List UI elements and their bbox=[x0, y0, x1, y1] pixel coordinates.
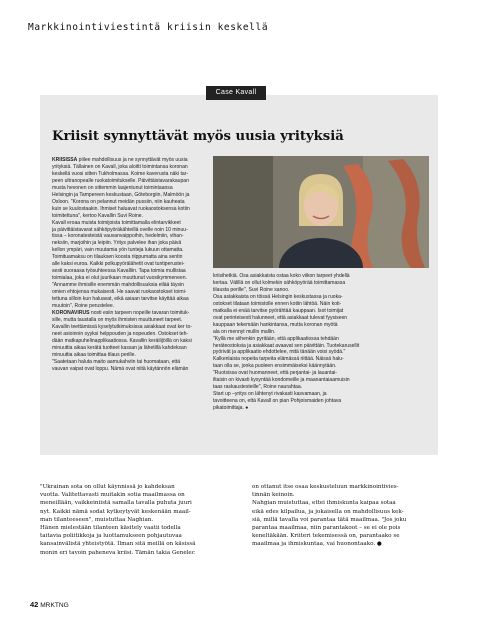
text-line bbox=[213, 294, 428, 301]
line-text: alle kaksi euroa. Kaikki polkupyörälähetit ovat tuntiperustei- bbox=[52, 261, 185, 268]
line-text: "Saatetaan haluta maito aamukahviin tai huomataan, että bbox=[52, 358, 181, 365]
body-column-right bbox=[252, 483, 447, 549]
text-line bbox=[52, 289, 207, 296]
line-text: Helsingin ja Tampereen keskustaan, Göteborgiin, Malmöön ja bbox=[52, 191, 190, 198]
text-line bbox=[213, 391, 428, 398]
text-line bbox=[52, 254, 207, 261]
line-text: kriisihetkiä. Osa asiakkaista ostaa koko viikon tarpeet yhdellä bbox=[213, 273, 350, 279]
line-text: Start up –yritys on lähtenyt rivakasti kasvamaan, ja bbox=[213, 391, 327, 398]
body-line: keneltäkään. Kriiteri tekemisessä on, parantaako se bbox=[252, 533, 400, 540]
text-line bbox=[52, 352, 207, 359]
text-line bbox=[52, 366, 207, 373]
text-line bbox=[52, 261, 207, 268]
text-line bbox=[213, 343, 428, 350]
text-line bbox=[52, 296, 207, 303]
line-text: peen ultranopealle ruokatoimitukselle. Päivittäistavarakaupan bbox=[52, 177, 189, 184]
text-line bbox=[52, 338, 207, 345]
case-title: Kriisit synnyttävät myös uusia yrityksiä bbox=[52, 129, 344, 144]
case-tag: Case Kavall bbox=[206, 86, 266, 100]
lead-word: KRIISISSÄ bbox=[52, 157, 78, 163]
line-text: Kalkenlaisia nopeita tarpeita elämässä riittää. Näissä halu- bbox=[213, 356, 344, 363]
portrait-photo bbox=[213, 156, 429, 268]
line-text: "Kyllä me siihenkin pyritään, että applikaatiossa tehdään bbox=[213, 335, 339, 342]
line-text: dään matkapuhelinapplikaatiossa. Kavallin keräilijöillä on kaksi bbox=[52, 337, 192, 344]
text-line bbox=[52, 310, 207, 317]
line-text: iltaisin on kivasti kysyntää kondomeille ja maanantaiaamuisin bbox=[213, 377, 350, 384]
line-text: nosti esiin tarpeen nopeille tavaran toimituk- bbox=[89, 309, 190, 316]
text-line bbox=[52, 227, 207, 234]
line-text: heräteostoksia ja asiakkaat avaavat sen päivittäin. Tuotekarusellit bbox=[213, 342, 360, 349]
text-line bbox=[52, 185, 207, 192]
text-line bbox=[213, 370, 428, 377]
text-line bbox=[52, 199, 207, 206]
text-line bbox=[52, 171, 207, 178]
line-text: tilausta perille", Suvi Roine sanoo. bbox=[213, 286, 290, 293]
line-text: piilee mahdollisuus ja ne synnyttävät myös uusia bbox=[77, 157, 188, 163]
text-line bbox=[52, 164, 207, 171]
text-line bbox=[213, 301, 428, 308]
text-line bbox=[52, 359, 207, 366]
line-text: ostokset tilataan toimistolle ennen kotiin lähtöä. Näin koti- bbox=[213, 300, 342, 307]
text-line bbox=[52, 282, 207, 289]
page-number: 42 bbox=[30, 600, 39, 609]
body-line: nyt. Kaikki nämä sodat kytkeytyvät keskenään maail- bbox=[40, 508, 191, 515]
magazine-name: MRKTNG bbox=[40, 602, 69, 609]
body-line: Nahgian muistuttaa, ettei ihmiskunta kaipaa sotaa bbox=[252, 500, 396, 507]
text-line bbox=[213, 398, 428, 405]
running-head: Markkinointiviestintä kriisin keskellä bbox=[28, 22, 269, 33]
body-column-left bbox=[40, 483, 240, 557]
line-text: muutoin", Roine perustelee. bbox=[52, 303, 115, 310]
line-text: neksiin, marjoihin ja leipiin. Yritys palvelee ihan joka päivä bbox=[52, 240, 182, 247]
line-text: Osloon. "Korona on pelannut meidän pussiin, niin kauheata bbox=[52, 198, 185, 205]
line-text: ovat perinteisesti halunneet, että asiakkaat tulevat fyysiseen bbox=[213, 314, 348, 321]
text-line bbox=[52, 240, 207, 247]
portrait-illustration bbox=[213, 156, 429, 268]
text-line bbox=[213, 273, 428, 280]
line-text: matkalla ei enää tarvitse pyörähtää kauppaan. Isot toimijat bbox=[213, 307, 344, 314]
line-text: vauvan vaipat ovat loppu. Nämä ovat niitä käytännön elämän bbox=[52, 365, 189, 372]
line-text: tettuna silloin kun haluavat, eikä asiaan tarvitse käyttää aikaa bbox=[52, 296, 189, 303]
text-line bbox=[52, 303, 207, 310]
line-text: taan olla se, jonka puoleen ensimmäiseksi käännytään. bbox=[213, 363, 337, 370]
text-line bbox=[213, 315, 428, 322]
line-text: toimialaa, joka ei olut juurikaan muuttunut vuosikymmeneen. bbox=[52, 275, 187, 282]
line-text: taas raskaustesteille", Roine naurahtaa. bbox=[213, 384, 303, 391]
line-text: minuuttia aikaa kerätä tuotteet kassan ja lähetillä kahdeksan bbox=[52, 344, 187, 351]
text-line bbox=[52, 233, 207, 240]
line-text: "Annamme ihmisille enemmän mahdollisuuksia eilää täysin bbox=[52, 282, 184, 289]
text-line bbox=[213, 377, 428, 384]
body-line: monin eri tavoin paheneva kriisi. Tämän takia Genelec bbox=[40, 549, 195, 556]
body-line: on ottanut itse osaa keskusteluun markkinointivies- bbox=[252, 484, 399, 490]
line-text: toimitettuna", kertoo Kavallin Suvi Roine. bbox=[52, 212, 143, 219]
text-line bbox=[52, 178, 207, 185]
page-folio bbox=[30, 600, 69, 609]
text-line bbox=[52, 220, 207, 227]
line-text: minuuttia aikaa toimittaa tilaus perille. bbox=[52, 351, 136, 358]
text-line bbox=[52, 192, 207, 199]
line-text: Toimituamaksu on tilauksen koosta riippumatta aina sentin bbox=[52, 254, 183, 261]
text-line bbox=[52, 317, 207, 324]
text-line bbox=[213, 356, 428, 363]
body-line: meneillään, vaikkeiniistä samalla tavalla puhuta juuri bbox=[40, 500, 192, 507]
text-line bbox=[52, 345, 207, 352]
text-line bbox=[213, 308, 428, 315]
line-text: keskellä vuosi sitten Tukholmassa. Koime kaverusta näki tar- bbox=[52, 170, 189, 177]
line-text: yrityksiä. Tällainen on Kavall, joka aloitti toimintansa koronan bbox=[52, 163, 188, 170]
text-line bbox=[213, 280, 428, 287]
text-line bbox=[213, 322, 428, 329]
lead-word: KORONAVIRUS bbox=[52, 309, 90, 316]
body-line: taitavia poliitikkoja ja luottamukseen pohjautuvaa bbox=[40, 533, 182, 540]
line-text: ja päivittäistavarat sähköpyöräkähteillä ovelle noin 10 minuu- bbox=[52, 226, 188, 233]
case-column-left bbox=[52, 157, 207, 373]
body-line: tinnän keinoin. bbox=[252, 492, 295, 499]
text-line bbox=[213, 329, 428, 336]
line-text: Kavallin teettämissä kyselytutkimuksissa asiakkaat ovat ker to- bbox=[52, 323, 192, 330]
line-text: kertaa. Välillä on ollut kolmekin sähköpyörää toimittamassa bbox=[213, 279, 346, 286]
text-line bbox=[213, 384, 428, 391]
line-text: sille, mutta taustalla on myös ihmisten muuttuneet tarpeet. bbox=[52, 316, 183, 323]
text-line bbox=[52, 268, 207, 275]
text-line bbox=[52, 206, 207, 213]
text-line bbox=[213, 363, 428, 370]
line-text: neet asioinnin syyksi helppouden ja nopeuden. Ostokset teh- bbox=[52, 330, 189, 337]
body-line: vuotta. Valitettavasti muitakin sotia maailmassa on bbox=[40, 492, 185, 499]
body-line: "Ukrainan sota on ollut käynnissä jo kahdeksan bbox=[40, 484, 175, 490]
line-text: musta hevonen on sittemmin laajentunut toimintaansa bbox=[52, 184, 173, 191]
line-text: omien ehtojensa mukaisesti. He saavat ruokaostokset toimi- bbox=[52, 289, 187, 296]
line-text: tavoitteena on, että Kavall on pian Pohjoismaiden johtava bbox=[213, 398, 342, 405]
line-text: Osa asiakkaista on töissä Helsingin keskustassa ja ruoka- bbox=[213, 293, 343, 300]
text-line bbox=[213, 287, 428, 294]
line-text: sesti suoraasa työsuhteessa Kavalliin. Tapa toimia mullistaa bbox=[52, 268, 186, 275]
line-text: tissa – koronatesteistä vauvanvaippoihin, hedelmiin, vihan- bbox=[52, 233, 184, 240]
body-line: eikä edes kilpailua, ja jokaisella on mahdollisuus kek- bbox=[252, 508, 404, 515]
text-line bbox=[213, 349, 428, 356]
body-line: maailmaa ja ihmiskuntaa, vai huonontaako. ● bbox=[252, 541, 382, 548]
body-line: man tilanteeseen", muistuttaa Naghian. bbox=[40, 516, 154, 523]
body-line: kansainvälistä yhteistyötä. Ilman sitä meillä on käsissä bbox=[40, 541, 196, 548]
line-text: kellon ympäri, vain muutamia yön tunteja lukuun ottamatta. bbox=[52, 247, 184, 254]
line-text: Kavall eroaa muista toimijoista toimittamalla elintarvikkeet bbox=[52, 219, 181, 226]
text-line bbox=[213, 336, 428, 343]
line-text: ala on mennyt mullin mallin. bbox=[213, 328, 276, 335]
case-column-right bbox=[213, 273, 428, 412]
line-text: pikatoimittaja. ● bbox=[213, 405, 249, 412]
line-text: "Ruotsissa ovat huomanneet, että perjantai- ja lauantai- bbox=[213, 370, 338, 377]
body-line: Hänen mielestään tilanteen käsitely vaatii todella bbox=[40, 525, 181, 532]
text-line bbox=[52, 324, 207, 331]
body-line: siä, millä tavalla voi parantaa tätä maailmaa. "Jos joku bbox=[252, 516, 407, 523]
text-line bbox=[52, 247, 207, 254]
text-line bbox=[52, 331, 207, 338]
text-line bbox=[52, 213, 207, 220]
text-line bbox=[52, 157, 207, 164]
line-text: kauppaan tekemään hankintansa, mutta koronan myötä bbox=[213, 321, 338, 328]
line-text: kuin se kuulostaakin. Ihmiset haluavat ruokaostoksensa kotiin bbox=[52, 205, 190, 212]
text-line bbox=[213, 405, 428, 412]
body-line: parantaa maailmaa, niin parantakoot – se ei ole pois bbox=[252, 525, 401, 532]
line-text: pyörivät ja applikaatio ehdottelee, mitä tänään voisi syödä." bbox=[213, 349, 346, 356]
text-line bbox=[52, 275, 207, 282]
